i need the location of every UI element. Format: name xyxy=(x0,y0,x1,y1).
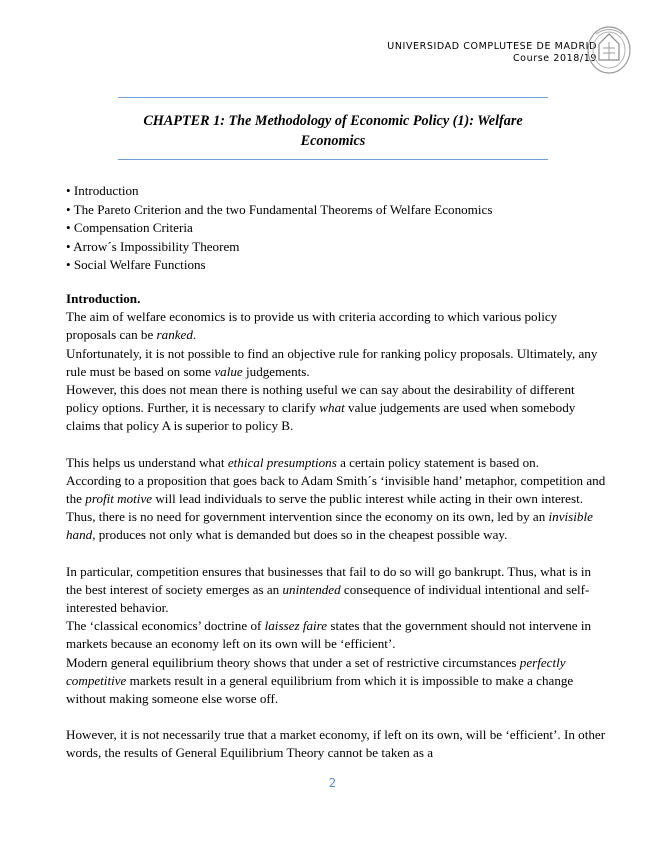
chapter-outline xyxy=(66,182,492,275)
paragraph: According to a proposition that goes back to Adam Smith´s ‘invisible hand’ metaphor, competition and the profit motive will lead individuals to serve the public interest while acting in their own interest. xyxy=(66,472,606,507)
course-year: Course 2018/19 xyxy=(512,53,597,64)
title-rule-top xyxy=(118,97,548,98)
document-body xyxy=(66,290,606,763)
outline-item: • Arrow´s Impossibility Theorem xyxy=(66,238,240,254)
outline-item: • Introduction xyxy=(66,183,139,198)
paragraph: Unfortunately, it is not possible to find an objective rule for ranking policy proposals. Ultimately, any rule must be based on some value judgements. xyxy=(66,345,598,379)
paragraph: However, this does not mean there is nothing useful we can say about the desirability of different policy options. Further, it is necessary to clarify what value judgements are used when somebody claims that policy A is superior to policy B. xyxy=(66,382,576,434)
paragraph: Thus, there is no need for government intervention since the economy on its own, led by an invisible hand, produces not only what is demanded but does so in the cheapest possible way. xyxy=(66,509,593,543)
paragraph: However, it is not necessarily true that a market economy, if left on its own, will be ‘efficient’. In other words, the results of General Equilibrium Theory cannot be taken as a xyxy=(66,727,606,761)
paragraph: The aim of welfare economics is to provide us with criteria according to which various policy proposals can be ranked. xyxy=(66,309,558,343)
paragraph: In particular, competition ensures that businesses that fail to do so will go bankrupt. Thus, what is in the best interest of society emerges as an unintended consequence of individual intentional and self-interested behavior. xyxy=(66,563,592,616)
outline-item: • Compensation Criteria xyxy=(66,220,193,235)
outline-item: • The Pareto Criterion and the two Fundamental Theorems of Welfare Economics xyxy=(66,201,493,217)
page-header xyxy=(387,41,597,65)
university-seal-icon xyxy=(585,22,633,76)
university-name: UNIVERSIDAD COMPLUTESE DE MADRID xyxy=(387,41,597,52)
paragraph: The ‘classical economics’ doctrine of laissez faire states that the government should not intervene in markets because an economy left on its own will be ‘efficient’. xyxy=(66,618,592,652)
paragraph: Modern general equilibrium theory shows that under a set of restrictive circumstances perfectly competitive markets result in a general equilibrium from which it is impossible to make a change without making someone else worse off. xyxy=(66,654,574,707)
page-number: 2 xyxy=(328,776,337,790)
section-heading: Introduction. xyxy=(66,291,141,306)
outline-item: • Social Welfare Functions xyxy=(66,257,206,272)
chapter-title: CHAPTER 1: The Methodology of Economic Policy (1): Welfare Economics xyxy=(143,113,523,149)
title-rule-bottom xyxy=(118,159,548,160)
paragraph: This helps us understand what ethical presumptions a certain policy statement is based on. xyxy=(66,454,539,470)
